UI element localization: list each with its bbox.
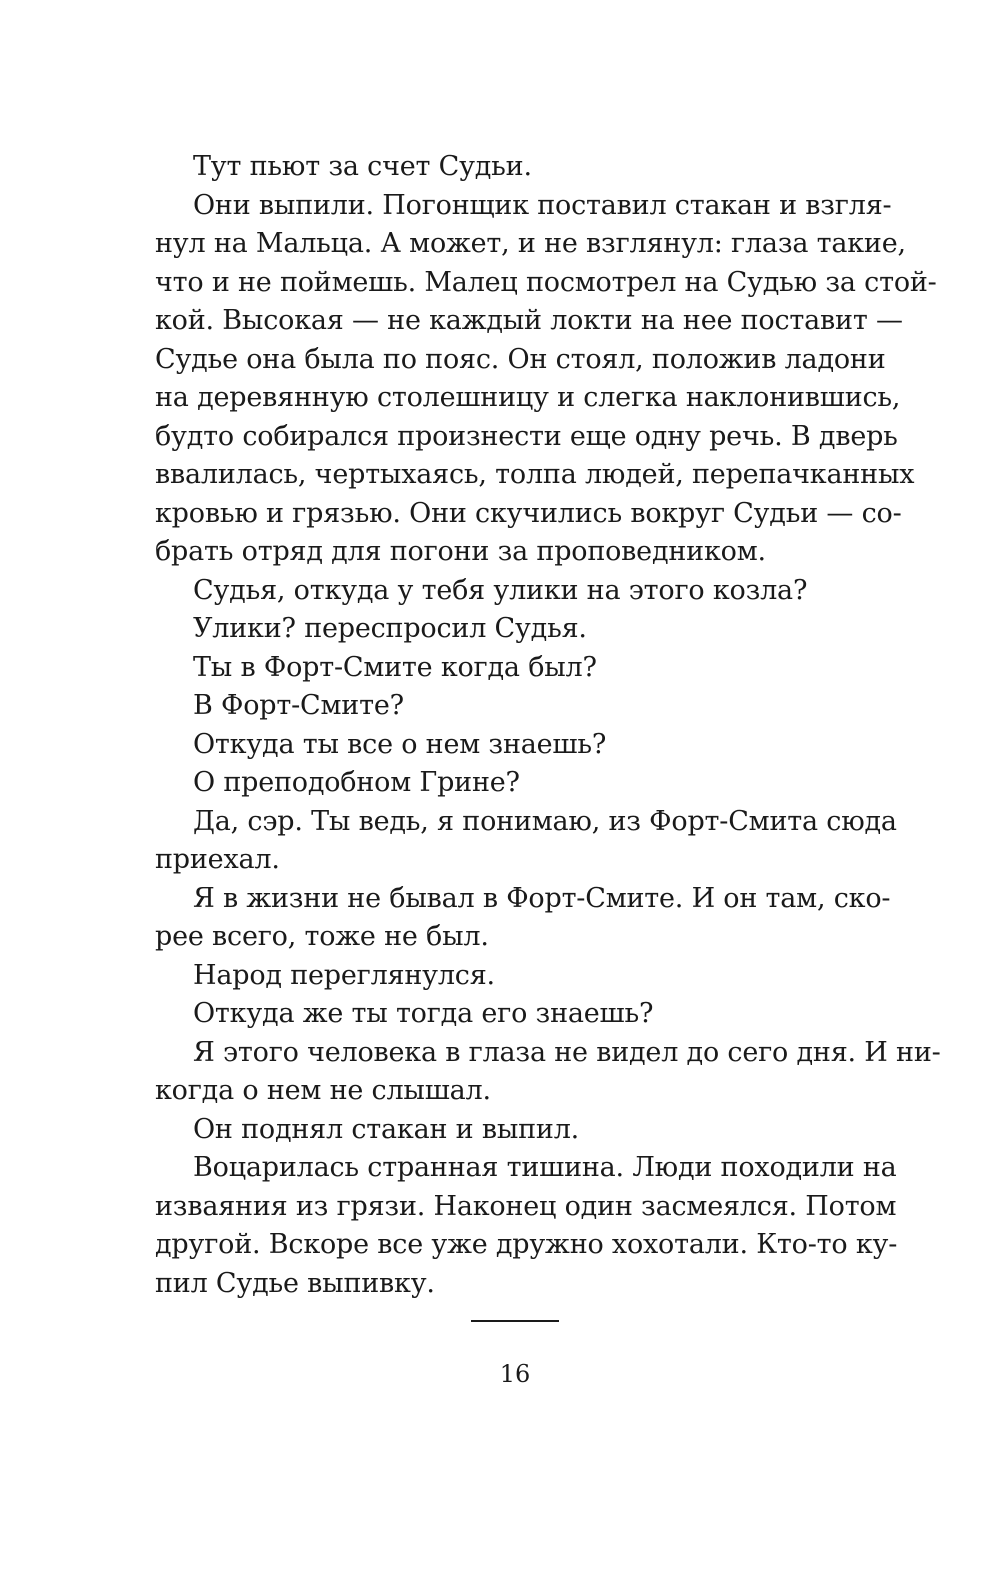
text-line: на деревянную столешницу и слегка наклонившись, [155, 382, 901, 413]
text-line: Судье она была по пояс. Он стоял, положив ладони [155, 343, 886, 375]
text-line: пил Судье выпивку. [155, 1267, 435, 1299]
text-line: Да, сэр. Ты ведь, я понимаю, из Форт-Смита сюда [193, 805, 897, 837]
text-line: рее всего, тоже не был. [155, 921, 489, 952]
text-line: Улики? переспросил Судья. [193, 613, 587, 644]
text-line: кой. Высокая — не каждый локти на нее поставит — [155, 305, 903, 336]
text-line: В Форт-Смите? [193, 690, 404, 721]
text-line: кровью и грязью. Они скучились вокруг Судьи — со- [155, 497, 902, 529]
footer-divider [471, 1320, 559, 1322]
text-line: Судья, откуда у тебя улики на этого козла? [193, 574, 808, 606]
text-line: Они выпили. Погонщик поставил стакан и взгля- [193, 189, 892, 221]
text-line: Тут пьют за счет Судьи. [193, 151, 532, 182]
text-line: что и не поймешь. Малец посмотрел на Судью за стой- [155, 266, 937, 298]
text-line: другой. Вскоре все уже дружно хохотали. Кто-то ку- [155, 1229, 898, 1260]
text-line: Откуда ты все о нем знаешь? [193, 728, 607, 760]
text-line: брать отряд для погони за проповедником. [155, 536, 766, 567]
text-line: Я этого человека в глаза не видел до сего дня. И ни- [193, 1036, 941, 1068]
text-line: Откуда же ты тогда его знаешь? [193, 998, 654, 1029]
text-line: нул на Мальца. А может, и не взглянул: глаза такие, [155, 228, 906, 259]
text-line: Он поднял стакан и выпил. [193, 1113, 580, 1145]
text-line: ввалилась, чертыхаясь, толпа людей, перепачканных [155, 459, 915, 490]
text-line: Я в жизни не бывал в Форт-Смите. И он там, ско- [193, 882, 891, 914]
text-line: изваяния из грязи. Наконец один засмеялся. Потом [155, 1190, 897, 1222]
body-text [155, 148, 941, 1303]
text-line: приехал. [155, 844, 280, 875]
text-line: О преподобном Грине? [193, 767, 520, 798]
text-line: когда о нем не слышал. [155, 1075, 491, 1106]
page-number: 16 [499, 1360, 531, 1388]
text-line: Народ переглянулся. [193, 959, 495, 991]
text-line: Ты в Форт-Смите когда был? [193, 651, 597, 683]
text-line: Воцарилась странная тишина. Люди походили на [193, 1152, 897, 1183]
text-line: будто собирался произнести еще одну речь. В дверь [155, 420, 898, 452]
